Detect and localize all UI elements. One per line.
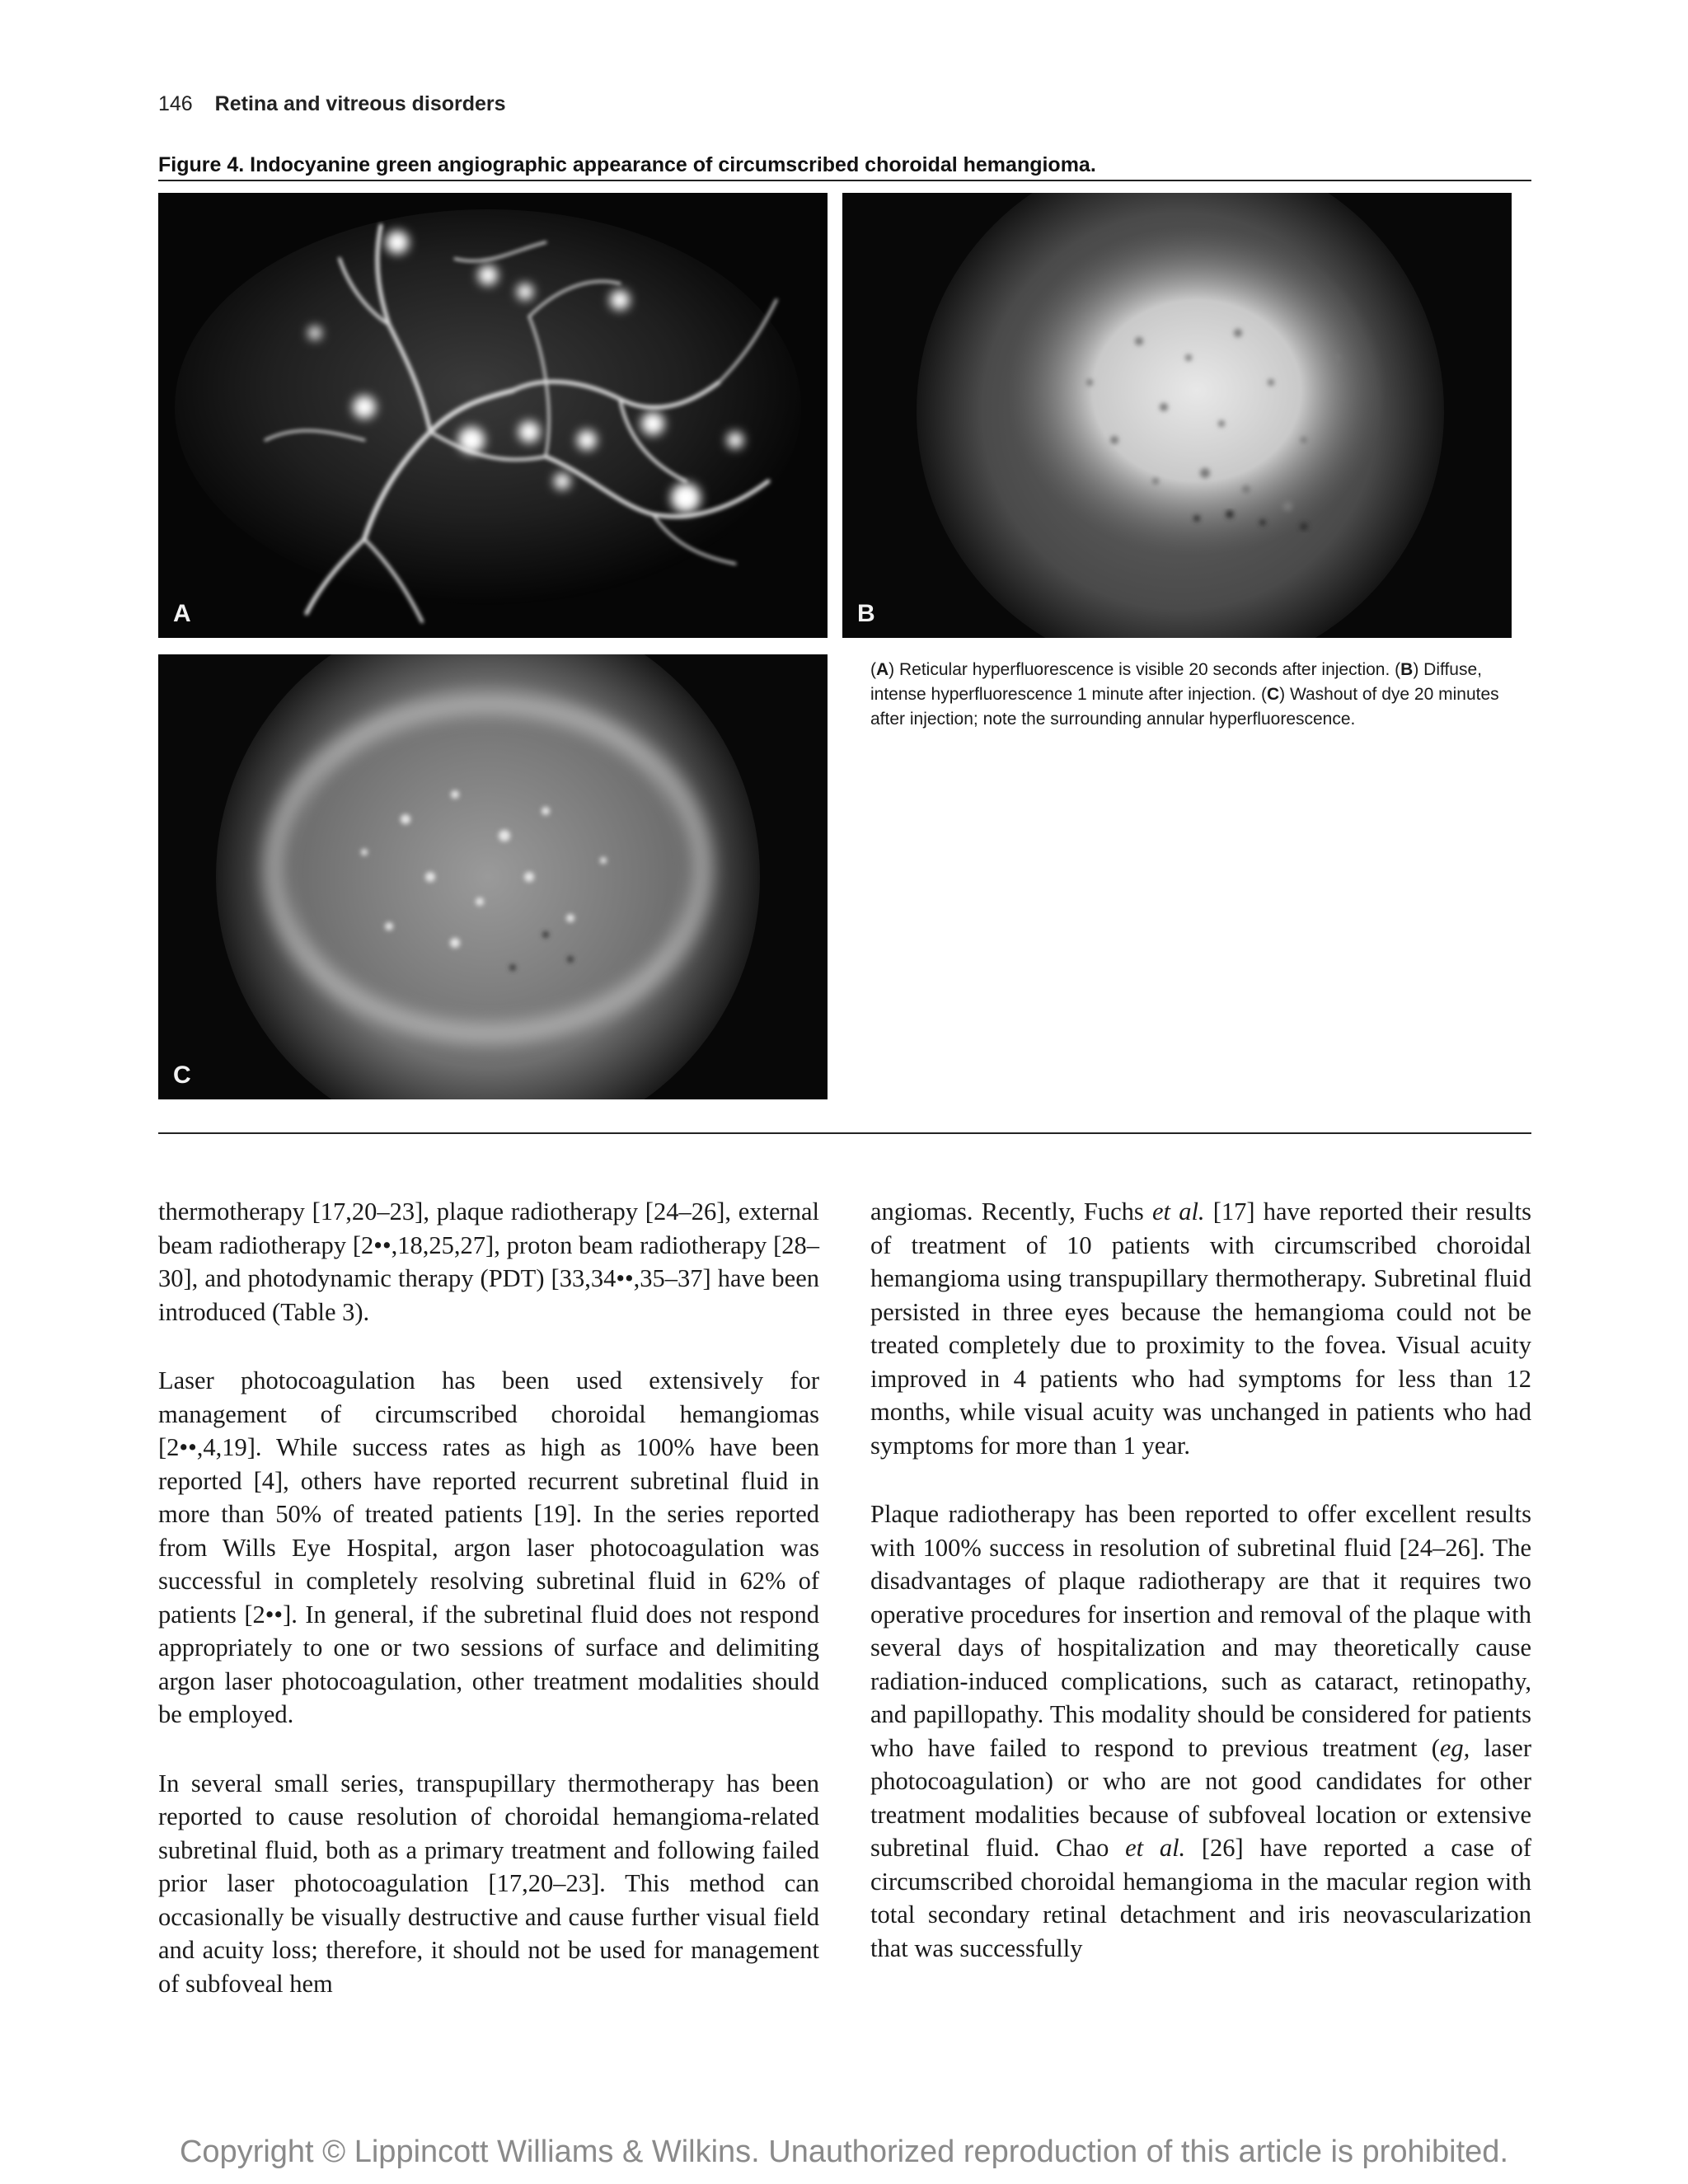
- text-run-italic: eg,: [1439, 1733, 1470, 1762]
- figure-panel-c: [158, 654, 828, 1099]
- caption-text-b: Diffuse, intense hyperfluorescence 1 minute after injection.: [870, 660, 1482, 704]
- figure-top-rule: [158, 180, 1531, 181]
- body-column-left: [158, 1195, 819, 2000]
- angiogram-image-b: [842, 193, 1512, 638]
- running-header: [158, 92, 506, 116]
- panel-letter-a: A: [173, 600, 191, 627]
- caption-text-c: Washout of dye 20 minutes after injection; note the surrounding annular hyperfluorescence.: [870, 685, 1499, 729]
- journal-section: Retina and vitreous disorders: [214, 92, 506, 115]
- figure-panel-b: [842, 193, 1512, 638]
- text-run-italic: et al.: [1125, 1834, 1186, 1862]
- panel-letter-c: C: [173, 1062, 191, 1089]
- figure-panel-a: [158, 193, 828, 638]
- angiogram-image-c: [158, 654, 828, 1099]
- copyright-notice: Copyright © Lippincott Williams & Wilkins. Unauthorized reproduction of this article is prohibited.: [179, 2135, 1508, 2169]
- caption-label-b: B: [1400, 660, 1414, 679]
- page-number: 146: [158, 92, 193, 115]
- text-run-italic: et al.: [1152, 1197, 1205, 1226]
- text-run: laser photocoagulation) or who are not good candidates for other treatment modalities because of subfoveal location or extensive subretinal fluid. Chao: [870, 1733, 1531, 1862]
- panel-letter-b: B: [857, 600, 875, 627]
- text-run: angiomas. Recently, Fuchs: [870, 1197, 1152, 1226]
- paragraph: [870, 1195, 1531, 1462]
- text-run: [26] have reported a case of circumscribed choroidal hemangioma in the macular region with total secondary retinal detachment and iris neovascularization that was successfully: [870, 1834, 1531, 1962]
- caption-label-c: C: [1266, 685, 1280, 704]
- angiogram-image-a: [158, 193, 828, 638]
- caption-text-a: Reticular hyperfluorescence is visible 20 seconds after injection.: [894, 660, 1395, 679]
- figure-caption: (A) Reticular hyperfluorescence is visible 20 seconds after injection. (B) Diffuse, intense hyperfluorescence 1 minute after injection. (C) Washout of dye 20 minutes after injection; note the surrounding annular hyperfluorescence.: [870, 660, 1499, 729]
- paragraph: Laser photocoagulation has been used extensively for management of circumscribed choroidal hemangiomas [2••,4,19]. While success rates as high as 100% have been reported [4], others have reported recurrent subretinal fluid in more than 50% of treated patients [19]. In the series reported from Wills Eye Hospital, argon laser photocoagulation was successful in completely resolving subretinal fluid in 62% of patients [2••]. In general, if the subretinal fluid does not respond appropriately to one or two sessions of surface and delimiting argon laser photocoagulation, other treatment modalities should be employed.: [158, 1366, 819, 1728]
- body-column-right: [870, 1195, 1531, 1965]
- figure-bottom-rule: [158, 1132, 1531, 1134]
- paragraph: [870, 1497, 1531, 1965]
- caption-label-a: A: [876, 660, 889, 679]
- text-run: [17] have reported their results of treatment of 10 patients with circumscribed choroidal hemangioma using transpupillary thermotherapy. Subretinal fluid persisted in three eyes because the hemangioma could not be treated completely due to proximity to the fovea. Visual acuity improved in 4 patients who had symptoms for less than 12 months, while visual acuity was unchanged in patients who had symptoms for more than 1 year.: [870, 1197, 1531, 1460]
- paragraph: In several small series, transpupillary thermotherapy has been reported to cause resolution of choroidal hemangioma-related subretinal fluid, both as a primary treatment and following failed prior laser photocoagulation [17,20–23]. This method can occasionally be visually destructive and cause further visual field and acuity loss; therefore, it should not be used for management of subfoveal hem: [158, 1769, 819, 1998]
- paragraph: thermotherapy [17,20–23], plaque radiotherapy [24–26], external beam radiotherapy [2••,18,25,27], proton beam radiotherapy [28–30], and photodynamic therapy (PDT) [33,34••,35–37] have been introduced (Table 3).: [158, 1197, 819, 1326]
- text-run: Plaque radiotherapy has been reported to offer excellent results with 100% success in resolution of subretinal fluid [24–26]. The disadvantages of plaque radiotherapy are that it requires two operative procedures for insertion and removal of the plaque with several days of hospitalization and may theoretically cause radiation-induced complications, such as cataract, retinopathy, and papillopathy. This modality should be considered for patients who have failed to respond to previous treatment (: [870, 1500, 1531, 1762]
- figure-title: Figure 4. Indocyanine green angiographic appearance of circumscribed choroidal hemangioma.: [158, 153, 1096, 176]
